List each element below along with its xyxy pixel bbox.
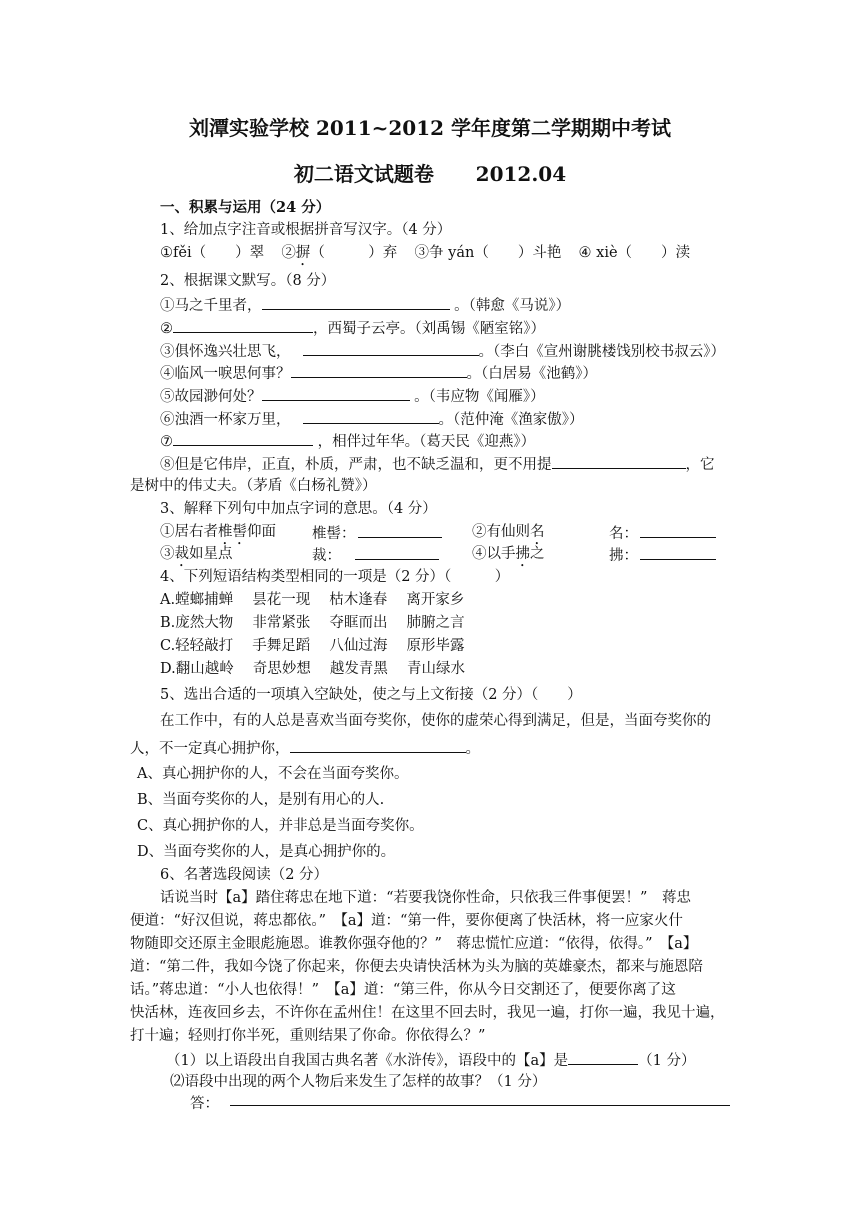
fill-blank[interactable]	[173, 430, 313, 446]
q5-passage-1: 在工作中，有的人总是喜欢当面夸奖你，使你的虚荣心得到满足，但是，当面夸奖你的	[160, 713, 711, 729]
q1-item-b-pre: ②	[281, 245, 296, 261]
q3-item-2-label: 名：	[609, 526, 638, 542]
q1-item-b-post: （ ）弃	[310, 245, 398, 261]
q2-line-7-source: ，相伴过年华。（葛天民《迎燕》）	[313, 434, 536, 450]
q6-passage-2: 便道：“好汉但说，蒋忠都依。” 【a】道：“第一件，要你便离了快活林，将一应家火什	[130, 913, 683, 929]
fill-blank[interactable]	[552, 453, 686, 469]
q2-line-8-tail: ，它	[685, 457, 715, 473]
q2-line-6-text: ⑥浊酒一杯家万里，	[160, 412, 291, 428]
q5-stem: 5、选出合适的一项填入空缺处，使之与上文衔接（2 分）（ ）	[160, 687, 582, 703]
fill-blank[interactable]	[303, 408, 439, 424]
q2-line-4	[160, 362, 597, 384]
q3-item-3-dotted: 裁	[174, 546, 189, 562]
q6-passage-3: 物随即交还原主金眼彪施恩。谁教你强夺他的？” 蒋忠慌忙应道：“依得，依得。” 【a】	[130, 936, 698, 952]
q2-line-2-source: ，西蜀子云亭。（刘禹锡《陋室铭》）	[313, 321, 545, 337]
exam-title: 刘潭实验学校 2011~2012 学年度第二学期期中考试	[188, 116, 671, 140]
q5-option-a[interactable]: A、真心拥护你的人，不会在当面夸奖你。	[137, 766, 409, 782]
q2-line-7-text: ⑦	[160, 434, 173, 450]
fill-blank[interactable]	[262, 294, 450, 310]
q3-item-1-label: 椎髻：	[312, 526, 356, 542]
q5-option-d[interactable]: D、当面夸奖你的人，是真心拥护你的。	[137, 844, 396, 860]
q6-sub-2: ⑵语段中出现的两个人物后来发生了怎样的故事？（1 分）	[170, 1074, 547, 1090]
q2-line-1-source: 。（韩愈《马说》）	[449, 298, 571, 314]
q2-line-2-text: ②	[160, 321, 173, 337]
q3-item-4-pre: ④以手	[472, 546, 516, 562]
q2-line-8	[160, 453, 715, 475]
fill-blank[interactable]	[262, 385, 410, 401]
q3-row-2-d	[609, 544, 716, 566]
q3-row-2-b	[312, 544, 439, 566]
q6-stem: 6、名著选段阅读（2 分）	[160, 867, 329, 883]
q2-line-5-text: ⑤故园渺何处？	[160, 389, 262, 405]
fill-blank[interactable]	[303, 340, 479, 356]
q2-line-8-cont: 是树中的伟丈夫。（茅盾《白杨礼赞》）	[130, 478, 377, 494]
q3-item-2-pre: ②有仙则	[472, 524, 530, 540]
q4-stem: 4、下列短语结构类型相同的一项是（2 分）（ ）	[160, 569, 510, 585]
q6-passage-6: 快活林，连夜回乡去，不许你在孟州住！在这里不回去时，我见一遍，打你一遍，我见十遍，	[130, 1005, 725, 1021]
q2-stem: 2、根据课文默写。（8 分）	[160, 273, 336, 289]
fill-blank[interactable]	[355, 544, 439, 560]
answer-line[interactable]	[230, 1105, 730, 1106]
q2-line-5	[160, 385, 545, 407]
q5-option-c[interactable]: C、真心拥护你的人，并非总是当面夸奖你。	[137, 818, 424, 834]
q6-sub-1-text: （1）以上语段出自我国古典名著《水浒传》，语段中的【a】是	[166, 1053, 569, 1069]
q3-row-1-b	[312, 522, 442, 544]
q5-passage-2-text: 人，不一定真心拥护你，	[130, 741, 290, 757]
q2-line-7	[160, 430, 535, 452]
fill-blank[interactable]	[640, 522, 716, 538]
q4-option-a[interactable]: A.螳螂捕蝉 昙花一现 枯木逢春 离开家乡	[160, 592, 465, 608]
q1-items	[160, 243, 690, 269]
q4-option-c[interactable]: C.轻轻敲打 手舞足蹈 八仙过海 原形毕露	[160, 638, 465, 654]
q3-item-4-post: 之	[530, 546, 545, 562]
q3-item-3-pre: ③	[160, 546, 175, 562]
q5-passage-2-end: 。	[465, 741, 480, 757]
q3-stem: 3、解释下列句中加点字词的意思。（4 分）	[160, 501, 437, 517]
q6-passage-5: 话。”蒋忠道：“小人也依得！” 【a】道：“第三件，你从今日交割还了，便要你离了这	[130, 982, 676, 998]
q4-option-d[interactable]: D.翻山越岭 奇思妙想 越发青黑 青山绿水	[160, 661, 466, 677]
q3-item-4-label: 拂：	[609, 548, 638, 564]
q2-line-6	[160, 408, 584, 430]
exam-subtitle: 初二语文试题卷 2012.04	[293, 162, 567, 186]
q2-line-3	[160, 340, 725, 362]
q2-line-1	[160, 294, 570, 316]
q2-line-6-source: 。（范仲淹《渔家傲》）	[438, 412, 584, 428]
q2-line-4-text: ④临风一唳思何事？	[160, 366, 291, 382]
q3-row-1-d	[609, 522, 716, 544]
q3-item-4-dotted: 拂	[515, 546, 530, 562]
q2-line-3-text: ③俱怀逸兴壮思飞，	[160, 344, 291, 360]
fill-blank[interactable]	[173, 317, 313, 333]
q3-item-1-post: 仰面	[247, 524, 276, 540]
q6-sub-1	[166, 1049, 695, 1071]
q5-passage-2	[130, 737, 480, 759]
q2-line-5-source: 。（韦应物《闻雁》）	[409, 389, 545, 405]
section-heading: 一、积累与运用（24 分）	[160, 199, 331, 216]
q2-line-1-text: ①马之千里者，	[160, 298, 262, 314]
q1-item-b-dotted: 摒	[295, 245, 311, 261]
q1-stem: 1、给加点字注音或根据拼音写汉字。（4 分）	[160, 222, 452, 238]
answer-label: 答：	[190, 1096, 219, 1112]
q2-line-3-source: 。（李白《宣州谢朓楼饯别校书叔云》）	[478, 344, 725, 360]
q6-passage-1: 话说当时【a】踏住蒋忠在地下道：“若要我饶你性命，只依我三件事便罢！” 蒋忠	[160, 890, 691, 906]
q1-item-c: ③争 yán（ ）斗艳	[414, 245, 562, 261]
q4-option-b[interactable]: B.庞然大物 非常紧张 夺眶而出 肺腑之言	[160, 615, 465, 631]
fill-blank[interactable]	[358, 522, 442, 538]
fill-blank[interactable]	[640, 544, 716, 560]
q2-line-8-text: ⑧但是它伟岸，正直，朴质，严肃，也不缺乏温和，更不用提	[160, 457, 552, 473]
q3-item-3-post: 如星点	[189, 546, 233, 562]
q3-item-2-dotted: 名	[530, 524, 545, 540]
fill-blank[interactable]	[290, 737, 466, 753]
q3-item-1-pre: ①居右者	[160, 524, 218, 540]
fill-blank[interactable]	[568, 1049, 638, 1065]
q3-item-1-dotted: 椎髻	[218, 524, 247, 540]
q1-item-d: ④ xiè（ ）渎	[578, 245, 691, 261]
q6-passage-7: 打十遍；轻则打你半死，重则结果了你命。你依得么？”	[130, 1028, 486, 1044]
q2-line-2	[160, 317, 545, 339]
q6-passage-4: 道：“第二件，我如今饶了你起来，你便去央请快活林为头为脑的英雄豪杰，都来与施恩陪	[130, 959, 703, 975]
fill-blank[interactable]	[291, 362, 467, 378]
q2-line-4-source: 。（白居易《池鹤》）	[466, 366, 597, 382]
q1-item-a: ①fěi（ ）翠	[160, 245, 265, 261]
q6-sub-1-points: （1 分）	[638, 1053, 696, 1069]
q5-option-b[interactable]: B、当面夸奖你的人，是别有用心的人.	[137, 792, 385, 808]
q3-item-3-label: 裁：	[312, 548, 341, 564]
